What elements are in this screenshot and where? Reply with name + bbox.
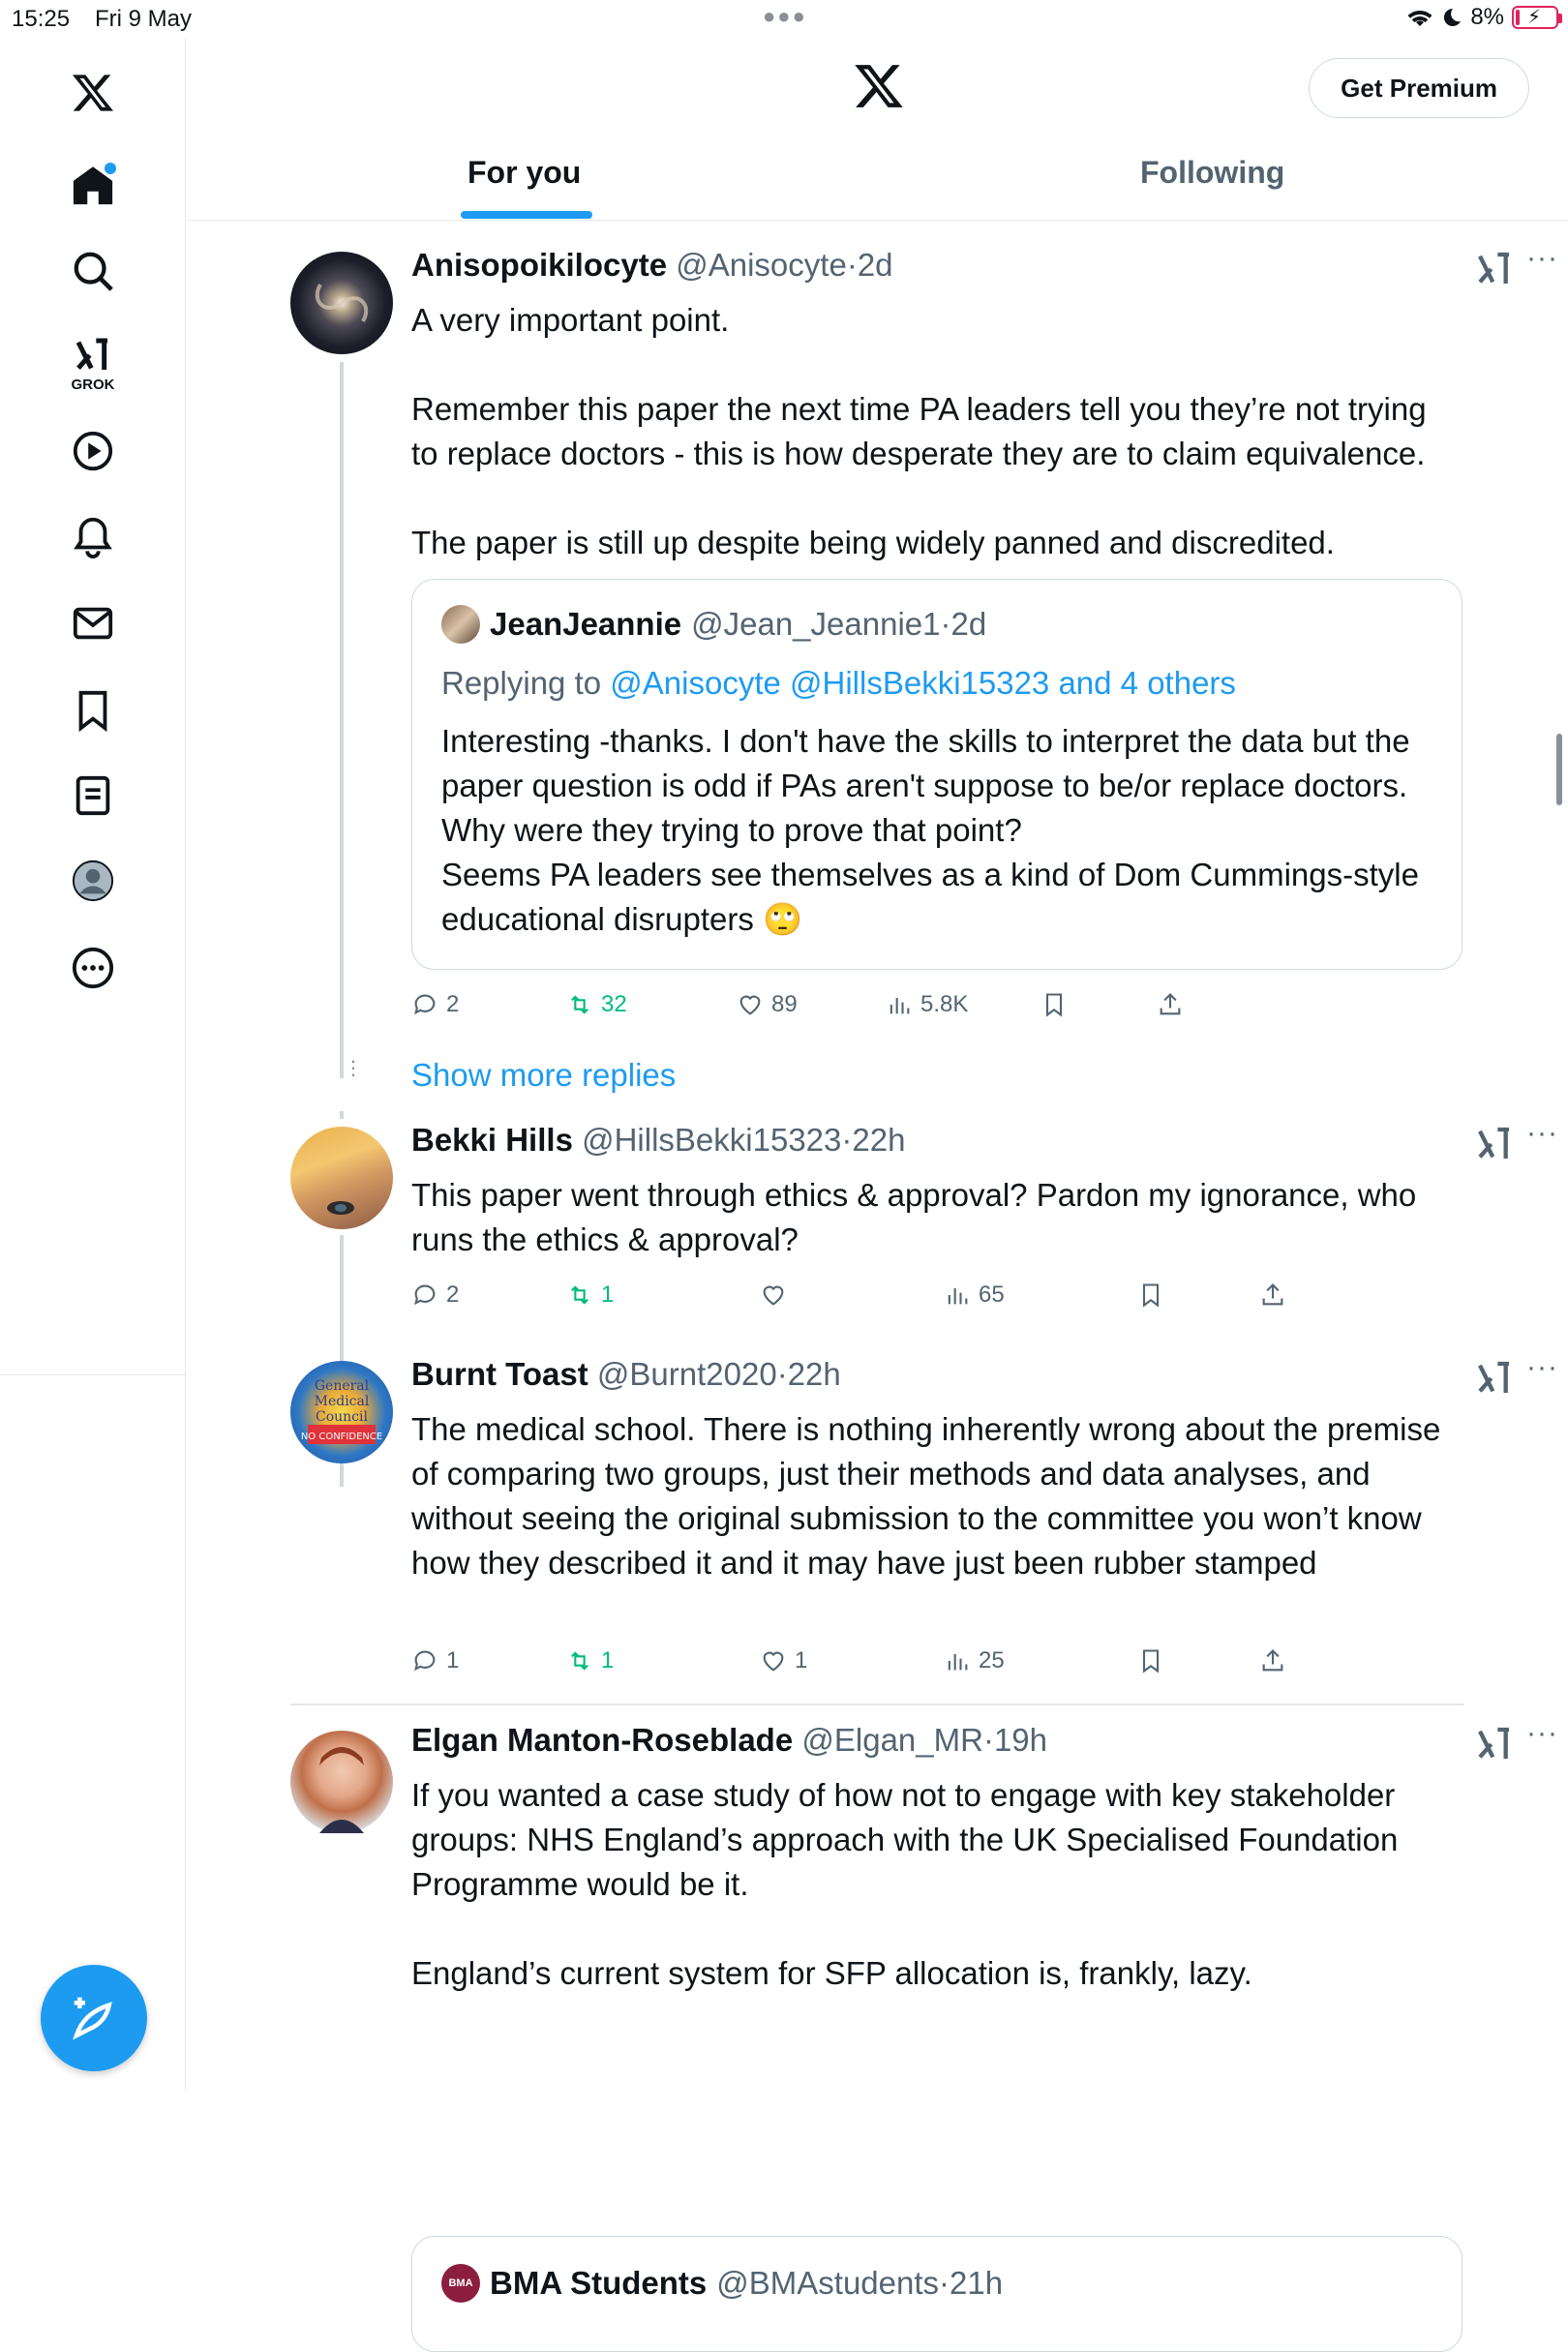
repost-icon xyxy=(566,991,593,1018)
tweet-text: A very important point. Remember this paper the next time PA leaders tell you they’re not trying to replace doctors - this is how desperate they are to claim equivalence. The paper is still up despite being widely panned and discredited. xyxy=(411,302,1427,560)
notification-dot xyxy=(105,163,116,174)
galaxy-image xyxy=(290,252,393,354)
svg-text:Medical: Medical xyxy=(314,1394,370,1409)
gmc-badge-image xyxy=(290,1361,393,1463)
x-logo-icon[interactable] xyxy=(853,60,905,117)
reply-icon xyxy=(411,1282,438,1309)
author-name[interactable]: Bekki Hills xyxy=(411,1122,573,1158)
tweet-text: This paper went through ethics & approval? Pardon my ignorance, who runs the ethics & approval? xyxy=(411,1177,1417,1257)
reply-icon xyxy=(411,991,438,1018)
svg-text:General: General xyxy=(314,1378,370,1394)
tweet-actions xyxy=(411,1282,1286,1309)
compose-post-button[interactable] xyxy=(41,1965,147,2071)
share-button[interactable] xyxy=(1259,1647,1286,1674)
replying-to-link[interactable]: @Anisocyte @HillsBekki15323 and 4 others xyxy=(610,665,1236,701)
status-bar xyxy=(0,0,1568,39)
quote-avatar[interactable]: BMA xyxy=(441,2264,480,2303)
reply-button[interactable]: 2 xyxy=(411,1282,566,1309)
scrollbar[interactable] xyxy=(1556,734,1562,805)
replying-to: Replying to @Anisocyte @HillsBekki15323 and 4 others xyxy=(441,665,1236,701)
repost-button[interactable]: 1 xyxy=(566,1647,760,1674)
notifications-icon[interactable] xyxy=(45,488,141,585)
like-button[interactable] xyxy=(760,1282,944,1309)
heart-icon xyxy=(737,991,764,1018)
author-handle[interactable]: @Anisocyte xyxy=(676,247,847,283)
status-time: 15:25 xyxy=(12,6,71,32)
quoted-tweet[interactable] xyxy=(411,2236,1462,2352)
more-options-icon[interactable]: ··· xyxy=(1526,1717,1558,1749)
grok-icon[interactable] xyxy=(1475,1359,1514,1398)
thread-line xyxy=(340,362,344,1078)
views-button[interactable]: 5.8K xyxy=(886,991,1040,1018)
repost-icon xyxy=(566,1282,593,1309)
tweet-time[interactable]: 22h xyxy=(852,1122,906,1158)
quote-author-handle: @BMAstudents·21h xyxy=(716,2265,1004,2301)
face-photo xyxy=(290,1127,393,1229)
heart-icon xyxy=(760,1282,787,1309)
sidebar-divider xyxy=(0,1374,186,1375)
share-button[interactable] xyxy=(1259,1282,1286,1309)
grok-icon[interactable] xyxy=(45,316,141,412)
views-icon xyxy=(886,991,913,1018)
bookmark-button[interactable] xyxy=(1137,1647,1259,1674)
more-icon[interactable] xyxy=(45,920,141,1016)
wifi-icon xyxy=(1406,7,1433,28)
tab-for-you[interactable]: For you xyxy=(467,155,582,190)
grok-icon[interactable] xyxy=(1475,1125,1514,1163)
bookmarks-icon[interactable] xyxy=(45,662,141,759)
author-handle[interactable]: @Burnt2020 xyxy=(596,1356,777,1392)
tweet-time[interactable]: 19h xyxy=(993,1722,1048,1758)
share-button[interactable] xyxy=(1157,991,1184,1018)
tweet-text: If you wanted a case study of how not to engage with key stakeholder groups: NHS England’s approach with the UK Specialised Foundation Programme would be it. England’s current system for SFP allocation is, frankly, lazy. xyxy=(411,1777,1399,1991)
author-handle[interactable]: @HillsBekki15323 xyxy=(582,1122,842,1158)
face-photo xyxy=(290,1731,393,1833)
moon-icon xyxy=(1441,7,1462,28)
like-button[interactable]: 1 xyxy=(760,1647,944,1674)
tab-following[interactable]: Following xyxy=(1140,155,1285,190)
avatar[interactable] xyxy=(290,1731,393,1833)
views-icon xyxy=(944,1282,971,1309)
repost-button[interactable]: 1 xyxy=(566,1282,760,1309)
reply-button[interactable]: 2 xyxy=(411,991,566,1018)
share-icon xyxy=(1259,1282,1286,1309)
battery-icon: ⚡ xyxy=(1512,6,1558,29)
repost-button[interactable]: 32 xyxy=(566,991,737,1018)
tweet-actions xyxy=(411,1647,1286,1674)
tweet-time[interactable]: 2d xyxy=(857,247,893,283)
grok-label: GROK xyxy=(71,376,115,393)
quote-author-name[interactable]: JeanJeannie xyxy=(490,606,682,642)
grok-icon[interactable] xyxy=(1475,1725,1514,1764)
tweet-text: The medical school. There is nothing inherently wrong about the premise of comparing two groups, just their methods and data analyses, and without seeing the original submission to the committee you won’t know how they described it and it may have just been rubber stamped xyxy=(411,1411,1441,1581)
more-options-icon[interactable]: ··· xyxy=(1526,1117,1558,1149)
home-icon[interactable] xyxy=(45,137,141,234)
x-logo-icon[interactable] xyxy=(45,45,141,141)
timeline-header xyxy=(187,39,1568,221)
bookmark-button[interactable] xyxy=(1137,1282,1259,1309)
reply-button[interactable]: 1 xyxy=(411,1647,566,1674)
thread-gap-dots: ⋮ xyxy=(344,1058,363,1079)
tweet-time[interactable]: 22h xyxy=(787,1356,841,1392)
bookmark-icon xyxy=(1137,1282,1164,1309)
reply-icon xyxy=(411,1647,438,1674)
show-more-replies-link[interactable]: Show more replies xyxy=(411,1057,677,1093)
active-tab-indicator xyxy=(461,211,592,219)
lists-icon[interactable] xyxy=(45,747,141,844)
author-name[interactable]: Anisopoikilocyte xyxy=(411,247,668,283)
heart-icon xyxy=(760,1647,787,1674)
share-icon xyxy=(1157,991,1184,1018)
author-handle[interactable]: @Elgan_MR xyxy=(801,1722,983,1758)
avatar[interactable] xyxy=(290,1361,393,1463)
messages-icon[interactable] xyxy=(45,575,141,672)
quote-author-name[interactable]: BMA Students xyxy=(490,2265,708,2301)
multitask-dots-icon[interactable]: ●●● xyxy=(763,4,807,28)
quoted-tweet[interactable] xyxy=(411,579,1462,970)
avatar[interactable] xyxy=(290,1127,393,1229)
author-name[interactable]: Elgan Manton-Roseblade xyxy=(411,1722,794,1758)
tweet-actions xyxy=(411,991,1184,1018)
grok-icon[interactable] xyxy=(1475,250,1514,288)
profile-icon[interactable] xyxy=(45,832,141,929)
battery-percent: 8% xyxy=(1470,4,1504,30)
status-date: Fri 9 May xyxy=(95,6,193,32)
more-options-icon[interactable]: ··· xyxy=(1526,242,1558,274)
bookmark-icon xyxy=(1040,991,1068,1018)
compose-feather-icon xyxy=(68,1992,120,2044)
share-icon xyxy=(1259,1647,1286,1674)
views-button[interactable]: 25 xyxy=(944,1647,1137,1674)
svg-text:Council: Council xyxy=(316,1409,368,1425)
sidebar xyxy=(0,39,186,2091)
search-icon[interactable] xyxy=(45,223,141,319)
quote-text: Interesting -thanks. I don't have the skills to interpret the data but the paper question is odd if PAs aren't suppose to be/or replace doctors. Why were they trying to prove that point? Seems PA leaders see themselves as a kind of Dom Cummings-style educational disrupters 🙄 xyxy=(441,723,1419,937)
more-options-icon[interactable]: ··· xyxy=(1526,1351,1558,1383)
tweet-divider xyxy=(290,1704,1464,1705)
views-icon xyxy=(944,1647,971,1674)
avatar[interactable] xyxy=(290,252,393,354)
views-button[interactable]: 65 xyxy=(944,1282,1137,1309)
bookmark-button[interactable] xyxy=(1040,991,1157,1018)
svg-text:NO CONFIDENCE: NO CONFIDENCE xyxy=(300,1432,383,1442)
repost-icon xyxy=(566,1647,593,1674)
video-icon[interactable] xyxy=(45,403,141,499)
get-premium-button[interactable]: Get Premium xyxy=(1309,58,1529,118)
like-button[interactable]: 89 xyxy=(737,991,886,1018)
quote-author-handle: @Jean_Jeannie1·2d xyxy=(691,606,987,642)
bookmark-icon xyxy=(1137,1647,1164,1674)
author-name[interactable]: Burnt Toast xyxy=(411,1356,588,1392)
quote-avatar[interactable] xyxy=(441,605,480,644)
